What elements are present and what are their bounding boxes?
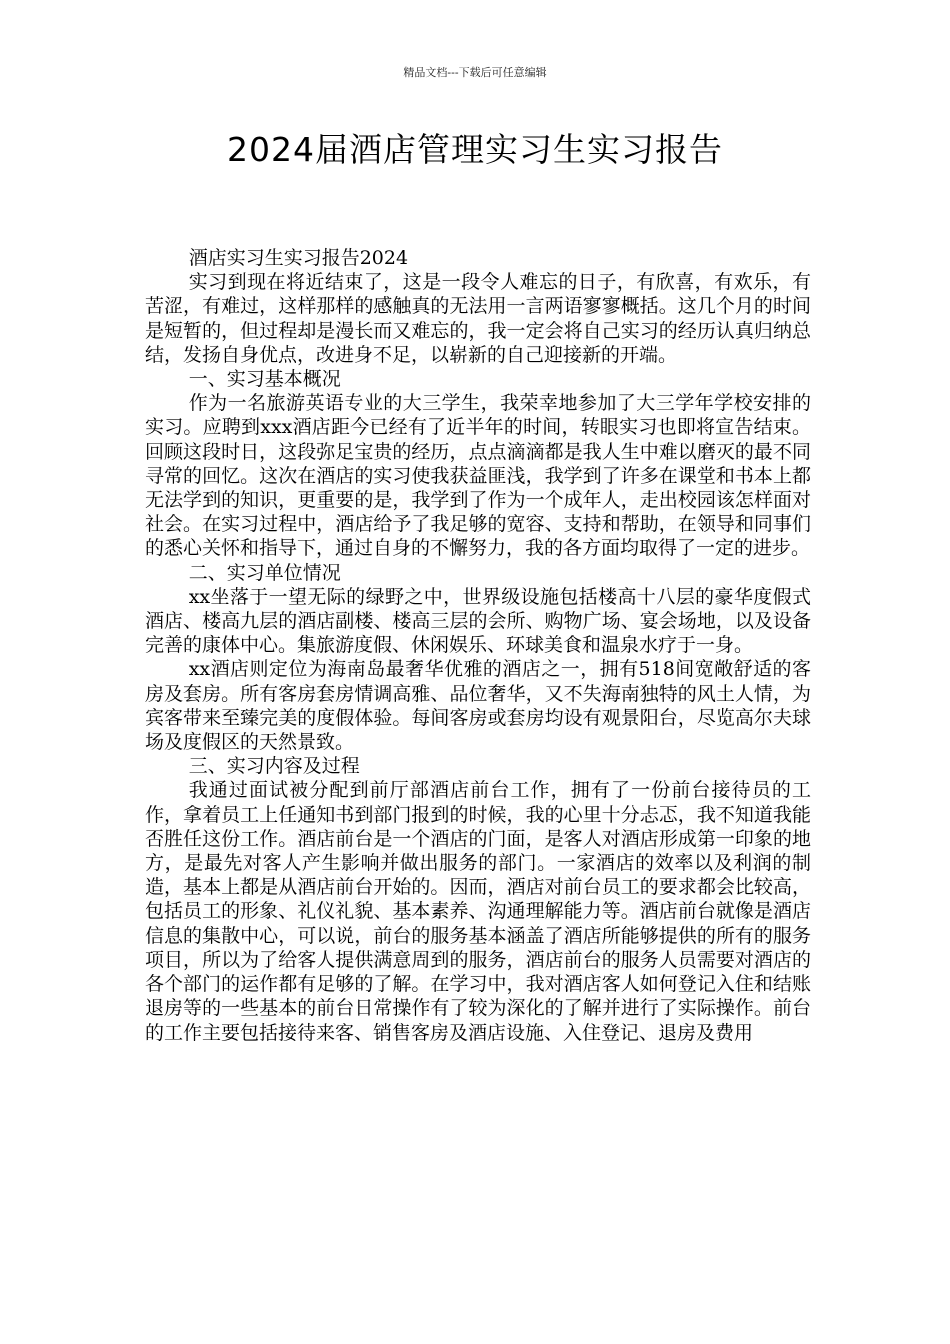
- unit-paragraph-1: xx坐落于一望无际的绿野之中，世界级设施包括楼高十八层的豪华度假式酒店、楼高九层的酒店副楼、楼高三层的会所、购物广场、宴会场地，以及设备完善的康体中心。集旅游度假、休闲娱乐、环球美食和温泉水疗于一身。: [145, 585, 811, 657]
- section-heading-content: 三、实习内容及过程: [188, 755, 360, 778]
- intro-paragraph: 实习到现在将近结束了，这是一段令人难忘的日子，有欣喜，有欢乐，有苦涩，有难过，这样那样的感触真的无法用一言两语寥寥概括。这几个月的时间是短暂的，但过程却是漫长而又难忘的，我一定会将自己实习的经历认真归纳总结，发扬自身优点，改进身不足，以崭新的自己迎接新的开端。: [145, 271, 811, 366]
- report-subtitle: 酒店实习生实习报告2024: [188, 247, 409, 269]
- section-heading-unit: 二、实习单位情况: [188, 561, 341, 584]
- document-body: [145, 246, 811, 1045]
- unit-paragraph-2: xx酒店则定位为海南岛最奢华优雅的酒店之一，拥有518间宽敞舒适的客房及套房。所有客房套房情调高雅、品位奢华，又不失海南独特的风土人情，为宾客带来至臻完美的度假体验。每间客房或套房均设有观景阳台，尽览高尔夫球场及度假区的天然景致。: [145, 658, 811, 754]
- document-title: 2024届酒店管理实习生实习报告: [227, 130, 723, 169]
- page-header: 精品文档---下载后可任意编辑: [403, 66, 547, 79]
- section-heading-overview: 一、实习基本概况: [188, 368, 341, 391]
- overview-paragraph: 作为一名旅游英语专业的大三学生，我荣幸地参加了大三学年学校安排的实习。应聘到xxx酒店距今已经有了近半年的时间，转眼实习也即将宣告结束。回顾这段时日，这段弥足宝贵的经历，点点滴滴都是我人生中难以磨灭的最不同寻常的回忆。这次在酒店的实习使我获益匪浅，我学到了许多在课堂和书本上都无法学到的知识，更重要的是，我学到了作为一个成年人，走出校园该怎样面对社会。在实习过程中，酒店给予了我足够的宽容、支持和帮助，在领导和同事们的悉心关怀和指导下，通过自身的不懈努力，我的各方面均取得了一定的进步。: [145, 392, 811, 560]
- content-paragraph: 我通过面试被分配到前厅部酒店前台工作，拥有了一份前台接待员的工作，拿着员工上任通知书到部门报到的时候，我的心里十分忐忑，我不知道我能否胜任这份工作。酒店前台是一个酒店的门面，是客人对酒店形成第一印象的地方，是最先对客人产生影响并做出服务的部门。一家酒店的效率以及利润的制造，基本上都是从酒店前台开始的。因而，酒店对前台员工的要求都会比较高，包括员工的形象、礼仪礼貌、基本素养、沟通理解能力等。酒店前台就像是酒店信息的集散中心，可以说，前台的服务基本涵盖了酒店所能够提供的所有的服务项目，所以为了给客人提供满意周到的服务，酒店前台的服务人员需要对酒店的各个部门的运作都有足够的了解。在学习中，我对酒店客人如何登记入住和结账退房等的一些基本的前台日常操作有了较为深化的了解并进行了实际操作。前台的工作主要包括接待来客、销售客房及酒店设施、入住登记、退房及费用: [145, 779, 811, 1044]
